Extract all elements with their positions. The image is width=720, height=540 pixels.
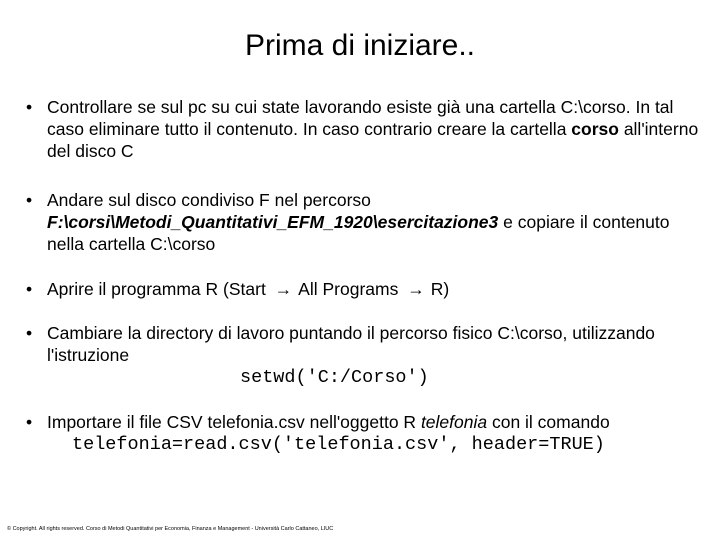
bullet-item — [26, 411, 706, 457]
folder-path: F:\corsi\Metodi_Quantitativi_EFM_1920\esercitazione3 — [47, 212, 499, 232]
bold-folder-name: corso — [571, 119, 619, 139]
bullet-icon: • — [26, 190, 33, 210]
bullet-text: Importare il file CSV telefonia.csv nell'oggetto R — [47, 412, 421, 432]
bullet-text: e copiare il contenuto nella cartella C:\corso — [47, 212, 670, 254]
code-snippet: telefonia=read.csv('telefonia.csv', header=TRUE) — [72, 434, 605, 455]
bullet-icon: • — [26, 279, 33, 299]
bullet-text: All Programs — [298, 279, 404, 299]
slide-title: Prima di iniziare.. — [244, 29, 476, 62]
bullet-item — [26, 96, 706, 162]
arrow-right-icon: → — [274, 279, 293, 299]
bullet-item — [26, 189, 706, 255]
italic-object-name: telefonia — [420, 412, 488, 432]
bullet-item — [26, 322, 706, 390]
bullet-text: Controllare se sul pc su cui state lavorando esiste già una cartella C:\corso. In tal caso eliminare tutto il contenuto. In caso contrario creare la cartella — [47, 97, 674, 139]
bullet-text: all'interno del disco C — [47, 119, 699, 161]
bullet-text: Aprire il programma R (Start — [47, 279, 271, 299]
bullet-icon: • — [26, 97, 33, 117]
bullet-icon: • — [26, 412, 33, 432]
bullet-list — [26, 96, 706, 457]
bullet-text: Andare sul disco condiviso F nel percorso — [47, 190, 371, 210]
bullet-item — [26, 278, 706, 300]
bullet-icon: • — [26, 323, 33, 343]
bullet-text: Cambiare la directory di lavoro puntando il percorso fisico C:\corso, utilizzando l'istruzione — [47, 323, 655, 365]
bullet-text: R) — [430, 279, 450, 299]
copyright-footer: © Copyright. All rights reserved. Corso di Metodi Quantitativi per Economia, Finanza e Management - Università Carlo Cattaneo, LIUC — [7, 526, 334, 532]
arrow-right-icon: → — [407, 279, 425, 299]
code-snippet: setwd('C:/Corso') — [240, 367, 429, 388]
bullet-text: con il comando — [487, 412, 610, 432]
